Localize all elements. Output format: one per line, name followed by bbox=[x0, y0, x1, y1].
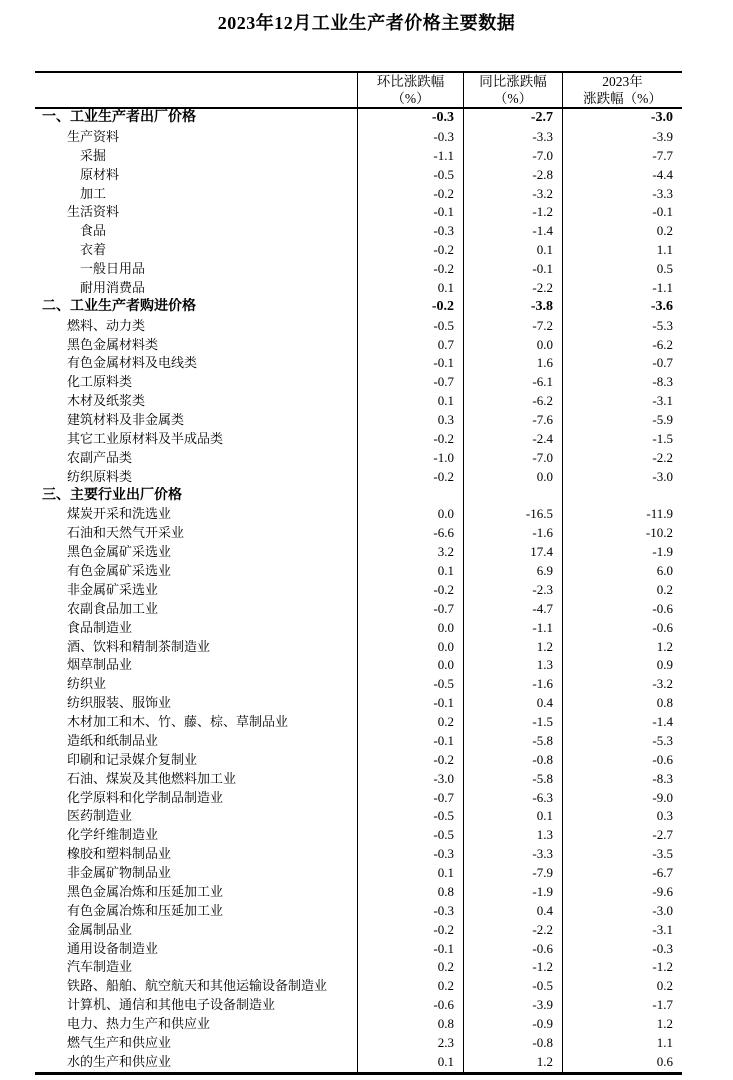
row-label: 金属制品业 bbox=[67, 921, 133, 937]
table-row bbox=[35, 826, 682, 845]
row-label: 生活资料 bbox=[67, 204, 120, 220]
row-label: 非金属矿采选业 bbox=[67, 581, 159, 597]
row-ytd-value: -0.1 bbox=[562, 203, 682, 222]
row-yoy-value: -3.2 bbox=[463, 185, 562, 204]
row-yoy-value: -1.2 bbox=[463, 203, 562, 222]
row-yoy-value: -0.8 bbox=[463, 1034, 562, 1053]
row-yoy-value: -1.9 bbox=[463, 883, 562, 902]
row-ytd-value: -0.6 bbox=[562, 619, 682, 638]
row-yoy-value: -6.2 bbox=[463, 392, 562, 411]
row-mom-value: 0.8 bbox=[357, 1015, 463, 1034]
row-yoy-value: -5.8 bbox=[463, 770, 562, 789]
row-mom-value: -0.5 bbox=[357, 166, 463, 185]
row-label: 铁路、船舶、航空航天和其他运输设备制造业 bbox=[67, 978, 328, 994]
row-ytd-value: -1.1 bbox=[562, 279, 682, 298]
row-ytd-value: -6.2 bbox=[562, 336, 682, 355]
table-row bbox=[35, 185, 682, 204]
table-row bbox=[35, 638, 682, 657]
row-mom-value: 0.7 bbox=[357, 336, 463, 355]
table-row bbox=[35, 581, 682, 600]
row-yoy-value: -1.1 bbox=[463, 619, 562, 638]
table-row bbox=[35, 166, 682, 185]
row-label: 采掘 bbox=[80, 147, 107, 163]
row-label: 食品制造业 bbox=[67, 619, 133, 635]
row-yoy-value: -7.0 bbox=[463, 449, 562, 468]
row-label: 农副产品类 bbox=[67, 449, 133, 465]
row-mom-value: 0.8 bbox=[357, 883, 463, 902]
row-yoy-value: -1.6 bbox=[463, 524, 562, 543]
row-label: 耐用消费品 bbox=[80, 279, 146, 295]
row-ytd-value: -3.5 bbox=[562, 845, 682, 864]
row-label: 煤炭开采和洗选业 bbox=[67, 506, 172, 522]
row-yoy-value: -2.2 bbox=[463, 279, 562, 298]
header-yoy bbox=[463, 73, 562, 107]
row-ytd-value: -5.3 bbox=[562, 732, 682, 751]
table-row bbox=[35, 279, 682, 298]
row-mom-value: -0.1 bbox=[357, 940, 463, 959]
row-ytd-value: -0.6 bbox=[562, 600, 682, 619]
table-row bbox=[35, 430, 682, 449]
row-mom-value: -0.2 bbox=[357, 430, 463, 449]
table-row bbox=[35, 751, 682, 770]
row-label: 电力、热力生产和供应业 bbox=[67, 1016, 211, 1031]
row-label: 其它工业原材料及半成品类 bbox=[67, 430, 224, 446]
row-label: 有色金属矿采选业 bbox=[67, 563, 172, 578]
table-row bbox=[35, 373, 682, 392]
table-row bbox=[35, 958, 682, 977]
row-mom-value: 3.2 bbox=[357, 543, 463, 562]
table-row bbox=[35, 1034, 682, 1053]
page-title: 2023年12月工业生产者价格主要数据 bbox=[217, 13, 516, 33]
row-label: 燃气生产和供应业 bbox=[67, 1034, 172, 1050]
table-row bbox=[35, 656, 682, 675]
table-row bbox=[35, 203, 682, 222]
table-row bbox=[35, 411, 682, 430]
row-mom-value: -0.2 bbox=[357, 468, 463, 487]
row-yoy-value: -6.1 bbox=[463, 373, 562, 392]
row-ytd-value: -3.3 bbox=[562, 185, 682, 204]
row-mom-value: -0.5 bbox=[357, 675, 463, 694]
header-yoy-line1: 同比涨跌幅 bbox=[479, 74, 547, 89]
row-yoy-value: -1.2 bbox=[463, 958, 562, 977]
header-mom-line1: 环比涨跌幅 bbox=[376, 74, 445, 89]
table-row bbox=[35, 996, 682, 1015]
row-mom-value: -0.5 bbox=[357, 807, 463, 826]
row-label: 化学原料和化学制品制造业 bbox=[67, 789, 224, 805]
header-label-spacer bbox=[35, 73, 357, 107]
row-ytd-value: -1.9 bbox=[562, 543, 682, 562]
table-row bbox=[35, 524, 682, 543]
table-row bbox=[35, 864, 682, 883]
row-label: 加工 bbox=[80, 185, 107, 201]
row-yoy-value: 1.2 bbox=[463, 638, 562, 657]
row-mom-value: -0.1 bbox=[357, 732, 463, 751]
row-ytd-value: -11.9 bbox=[562, 505, 682, 524]
table-row bbox=[35, 222, 682, 241]
row-mom-value: 0.1 bbox=[357, 864, 463, 883]
row-mom-value: -0.7 bbox=[357, 789, 463, 808]
row-mom-value: -0.1 bbox=[357, 203, 463, 222]
row-ytd-value: -10.2 bbox=[562, 524, 682, 543]
row-label: 汽车制造业 bbox=[67, 959, 133, 975]
row-mom-value: 0.0 bbox=[357, 505, 463, 524]
row-mom-value: -0.3 bbox=[357, 222, 463, 241]
row-label: 造纸和纸制品业 bbox=[67, 732, 159, 748]
row-mom-value: -0.2 bbox=[357, 751, 463, 770]
row-ytd-value: -3.0 bbox=[562, 468, 682, 487]
row-mom-value: 0.0 bbox=[357, 619, 463, 638]
table-row bbox=[35, 675, 682, 694]
table-row bbox=[35, 392, 682, 411]
table-row bbox=[35, 807, 682, 826]
row-ytd-value: 0.5 bbox=[562, 260, 682, 279]
row-label: 烟草制品业 bbox=[67, 657, 133, 673]
row-ytd-value: -9.6 bbox=[562, 883, 682, 902]
row-yoy-value: -2.2 bbox=[463, 921, 562, 940]
table-row bbox=[35, 1015, 682, 1034]
header-mom bbox=[357, 73, 463, 107]
table-row bbox=[35, 543, 682, 562]
table-row bbox=[35, 902, 682, 921]
row-mom-value: -0.2 bbox=[357, 921, 463, 940]
table-row bbox=[35, 845, 682, 864]
row-ytd-value: -8.3 bbox=[562, 770, 682, 789]
table-row bbox=[35, 694, 682, 713]
row-label: 建筑材料及非金属类 bbox=[67, 412, 185, 427]
row-ytd-value: -2.7 bbox=[562, 826, 682, 845]
row-mom-value: -0.2 bbox=[357, 241, 463, 260]
header-mom-line2: （%） bbox=[391, 91, 430, 106]
row-label: 一、工业生产者出厂价格 bbox=[42, 110, 196, 125]
row-yoy-value: -7.0 bbox=[463, 147, 562, 166]
row-yoy-value: 0.1 bbox=[463, 807, 562, 826]
row-mom-value: -0.2 bbox=[357, 185, 463, 204]
row-mom-value: -0.2 bbox=[357, 260, 463, 279]
row-yoy-value: -2.3 bbox=[463, 581, 562, 600]
row-label: 计算机、通信和其他电子设备制造业 bbox=[67, 997, 276, 1013]
header-ytd bbox=[562, 73, 682, 107]
row-yoy-value: -1.6 bbox=[463, 675, 562, 694]
row-ytd-value: -3.9 bbox=[562, 128, 682, 147]
row-label: 化工原料类 bbox=[67, 374, 133, 390]
row-ytd-value: -0.6 bbox=[562, 751, 682, 770]
row-yoy-value: -2.4 bbox=[463, 430, 562, 449]
row-label: 有色金属材料及电线类 bbox=[67, 355, 198, 371]
row-label: 木材加工和木、竹、藤、棕、草制品业 bbox=[67, 714, 289, 729]
row-yoy-value: -3.3 bbox=[463, 845, 562, 864]
row-ytd-value: 0.8 bbox=[562, 694, 682, 713]
row-ytd-value: -5.3 bbox=[562, 317, 682, 336]
row-ytd-value: 0.3 bbox=[562, 807, 682, 826]
row-mom-value: 0.2 bbox=[357, 713, 463, 732]
row-label: 三、主要行业出厂价格 bbox=[42, 487, 182, 503]
row-yoy-value: -7.9 bbox=[463, 864, 562, 883]
table-row bbox=[35, 336, 682, 355]
row-ytd-value: -1.2 bbox=[562, 958, 682, 977]
row-ytd-value: -2.2 bbox=[562, 449, 682, 468]
row-yoy-value: -16.5 bbox=[463, 505, 562, 524]
row-mom-value: 0.0 bbox=[357, 638, 463, 657]
row-label: 医药制造业 bbox=[67, 808, 133, 824]
row-label: 生产资料 bbox=[67, 128, 120, 144]
row-yoy-value: 0.4 bbox=[463, 694, 562, 713]
row-mom-value: 2.3 bbox=[357, 1034, 463, 1053]
row-label: 农副食品加工业 bbox=[67, 600, 159, 616]
table-row bbox=[35, 241, 682, 260]
header-ytd-line2: 涨跌幅（%） bbox=[583, 91, 662, 106]
row-mom-value: -0.3 bbox=[357, 845, 463, 864]
row-yoy-value: 1.3 bbox=[463, 826, 562, 845]
row-label: 非金属矿物制品业 bbox=[67, 865, 172, 880]
row-yoy-value: -2.7 bbox=[463, 109, 562, 128]
table-row bbox=[35, 260, 682, 279]
row-ytd-value: 0.2 bbox=[562, 222, 682, 241]
row-label: 黑色金属冶炼和压延加工业 bbox=[67, 883, 224, 899]
row-mom-value: -0.2 bbox=[357, 581, 463, 600]
row-ytd-value: -3.0 bbox=[562, 902, 682, 921]
row-yoy-value: -1.4 bbox=[463, 222, 562, 241]
row-yoy-value: -4.7 bbox=[463, 600, 562, 619]
table-row bbox=[35, 713, 682, 732]
row-yoy-value: 1.6 bbox=[463, 354, 562, 373]
row-label: 橡胶和塑料制品业 bbox=[67, 846, 172, 862]
row-mom-value: 0.3 bbox=[357, 411, 463, 430]
header-yoy-line2: （%） bbox=[493, 91, 533, 106]
row-label: 衣着 bbox=[80, 242, 107, 258]
row-label: 燃料、动力类 bbox=[67, 317, 146, 333]
row-label: 食品 bbox=[80, 223, 107, 239]
row-ytd-value: -9.0 bbox=[562, 789, 682, 808]
row-yoy-value: -0.5 bbox=[463, 977, 562, 996]
table-row bbox=[35, 298, 682, 317]
row-yoy-value: -3.3 bbox=[463, 128, 562, 147]
row-yoy-value: 0.0 bbox=[463, 336, 562, 355]
row-yoy-value: -0.1 bbox=[463, 260, 562, 279]
row-ytd-value: 6.0 bbox=[562, 562, 682, 581]
row-ytd-value: -3.6 bbox=[562, 298, 682, 317]
row-label: 通用设备制造业 bbox=[67, 940, 159, 956]
row-ytd-value: 0.2 bbox=[562, 977, 682, 996]
row-ytd-value: -3.1 bbox=[562, 921, 682, 940]
row-label: 石油、煤炭及其他燃料加工业 bbox=[67, 770, 237, 786]
row-yoy-value: 1.2 bbox=[463, 1053, 562, 1072]
row-label: 黑色金属矿采选业 bbox=[67, 544, 172, 560]
row-yoy-value: -0.6 bbox=[463, 940, 562, 959]
row-mom-value: -0.3 bbox=[357, 902, 463, 921]
row-label: 黑色金属材料类 bbox=[67, 336, 159, 352]
row-label: 纺织服装、服饰业 bbox=[67, 695, 172, 711]
row-ytd-value: 1.1 bbox=[562, 241, 682, 260]
table-row bbox=[35, 600, 682, 619]
row-mom-value: -0.2 bbox=[357, 298, 463, 317]
row-mom-value: -6.6 bbox=[357, 524, 463, 543]
row-label: 二、工业生产者购进价格 bbox=[42, 298, 196, 314]
table-row bbox=[35, 505, 682, 524]
table-header-row bbox=[35, 73, 682, 109]
table-row bbox=[35, 977, 682, 996]
row-label: 有色金属冶炼和压延加工业 bbox=[67, 902, 224, 918]
row-mom-value: -1.1 bbox=[357, 147, 463, 166]
producer-price-table bbox=[35, 71, 682, 1075]
table-row bbox=[35, 732, 682, 751]
row-mom-value: -0.1 bbox=[357, 694, 463, 713]
row-label: 纺织业 bbox=[67, 676, 107, 692]
row-ytd-value: -0.3 bbox=[562, 940, 682, 959]
row-ytd-value: 0.6 bbox=[562, 1053, 682, 1072]
row-label: 化学纤维制造业 bbox=[67, 827, 159, 843]
row-yoy-value: -6.3 bbox=[463, 789, 562, 808]
row-yoy-value: -5.8 bbox=[463, 732, 562, 751]
row-label: 纺织原料类 bbox=[67, 468, 133, 484]
header-ytd-line1: 2023年 bbox=[602, 74, 643, 89]
table-row bbox=[35, 619, 682, 638]
row-ytd-value: 1.2 bbox=[562, 1015, 682, 1034]
row-ytd-value: -0.7 bbox=[562, 354, 682, 373]
table-row bbox=[35, 487, 682, 506]
row-ytd-value: -3.0 bbox=[562, 109, 682, 128]
row-mom-value bbox=[357, 487, 463, 506]
row-yoy-value bbox=[463, 487, 562, 506]
row-mom-value: 0.2 bbox=[357, 958, 463, 977]
row-ytd-value: 1.2 bbox=[562, 638, 682, 657]
table-row bbox=[35, 770, 682, 789]
row-ytd-value: -1.5 bbox=[562, 430, 682, 449]
row-mom-value: 0.0 bbox=[357, 656, 463, 675]
row-label: 印刷和记录媒介复制业 bbox=[67, 751, 198, 767]
row-yoy-value: -1.5 bbox=[463, 713, 562, 732]
row-yoy-value: -0.8 bbox=[463, 751, 562, 770]
row-yoy-value: -3.8 bbox=[463, 298, 562, 317]
row-label: 木材及纸浆类 bbox=[67, 393, 146, 409]
row-mom-value: -0.7 bbox=[357, 373, 463, 392]
table-row bbox=[35, 921, 682, 940]
row-mom-value: -0.1 bbox=[357, 354, 463, 373]
row-ytd-value: -1.7 bbox=[562, 996, 682, 1015]
row-mom-value: 0.1 bbox=[357, 1053, 463, 1072]
row-ytd-value: 1.1 bbox=[562, 1034, 682, 1053]
row-mom-value: 0.1 bbox=[357, 279, 463, 298]
table-row bbox=[35, 940, 682, 959]
row-mom-value: -0.7 bbox=[357, 600, 463, 619]
row-label: 原材料 bbox=[80, 166, 120, 182]
row-yoy-value: 0.0 bbox=[463, 468, 562, 487]
row-label: 酒、饮料和精制茶制造业 bbox=[67, 638, 211, 654]
row-mom-value: 0.1 bbox=[357, 392, 463, 411]
table-body bbox=[35, 109, 682, 1072]
row-ytd-value: -8.3 bbox=[562, 373, 682, 392]
row-ytd-value: -4.4 bbox=[562, 166, 682, 185]
row-yoy-value: -7.6 bbox=[463, 411, 562, 430]
table-row bbox=[35, 354, 682, 373]
row-ytd-value: -3.1 bbox=[562, 392, 682, 411]
row-ytd-value: -5.9 bbox=[562, 411, 682, 430]
row-ytd-value: -3.2 bbox=[562, 675, 682, 694]
row-mom-value: -0.3 bbox=[357, 128, 463, 147]
table-row bbox=[35, 109, 682, 128]
row-ytd-value: -1.4 bbox=[562, 713, 682, 732]
row-ytd-value: -6.7 bbox=[562, 864, 682, 883]
row-mom-value: -3.0 bbox=[357, 770, 463, 789]
row-ytd-value: 0.2 bbox=[562, 581, 682, 600]
row-yoy-value: 17.4 bbox=[463, 543, 562, 562]
row-mom-value: -0.5 bbox=[357, 826, 463, 845]
table-row bbox=[35, 147, 682, 166]
row-mom-value: 0.1 bbox=[357, 562, 463, 581]
table-row bbox=[35, 449, 682, 468]
row-label: 石油和天然气开采业 bbox=[67, 525, 185, 541]
row-yoy-value: -0.9 bbox=[463, 1015, 562, 1034]
row-yoy-value: 0.4 bbox=[463, 902, 562, 921]
table-row bbox=[35, 317, 682, 336]
row-yoy-value: 1.3 bbox=[463, 656, 562, 675]
row-label: 一般日用品 bbox=[80, 261, 146, 276]
row-ytd-value: -7.7 bbox=[562, 147, 682, 166]
row-label: 水的生产和供应业 bbox=[67, 1053, 172, 1069]
row-yoy-value: 0.1 bbox=[463, 241, 562, 260]
row-mom-value: -0.5 bbox=[357, 317, 463, 336]
table-row bbox=[35, 562, 682, 581]
row-mom-value: 0.2 bbox=[357, 977, 463, 996]
row-mom-value: -0.3 bbox=[357, 109, 463, 128]
table-row bbox=[35, 789, 682, 808]
row-yoy-value: -2.8 bbox=[463, 166, 562, 185]
table-row bbox=[35, 1053, 682, 1072]
row-ytd-value: 0.9 bbox=[562, 656, 682, 675]
row-yoy-value: -7.2 bbox=[463, 317, 562, 336]
row-mom-value: -1.0 bbox=[357, 449, 463, 468]
table-row bbox=[35, 468, 682, 487]
row-mom-value: -0.6 bbox=[357, 996, 463, 1015]
row-yoy-value: 6.9 bbox=[463, 562, 562, 581]
table-row bbox=[35, 883, 682, 902]
row-ytd-value bbox=[562, 487, 682, 506]
row-yoy-value: -3.9 bbox=[463, 996, 562, 1015]
table-row bbox=[35, 128, 682, 147]
